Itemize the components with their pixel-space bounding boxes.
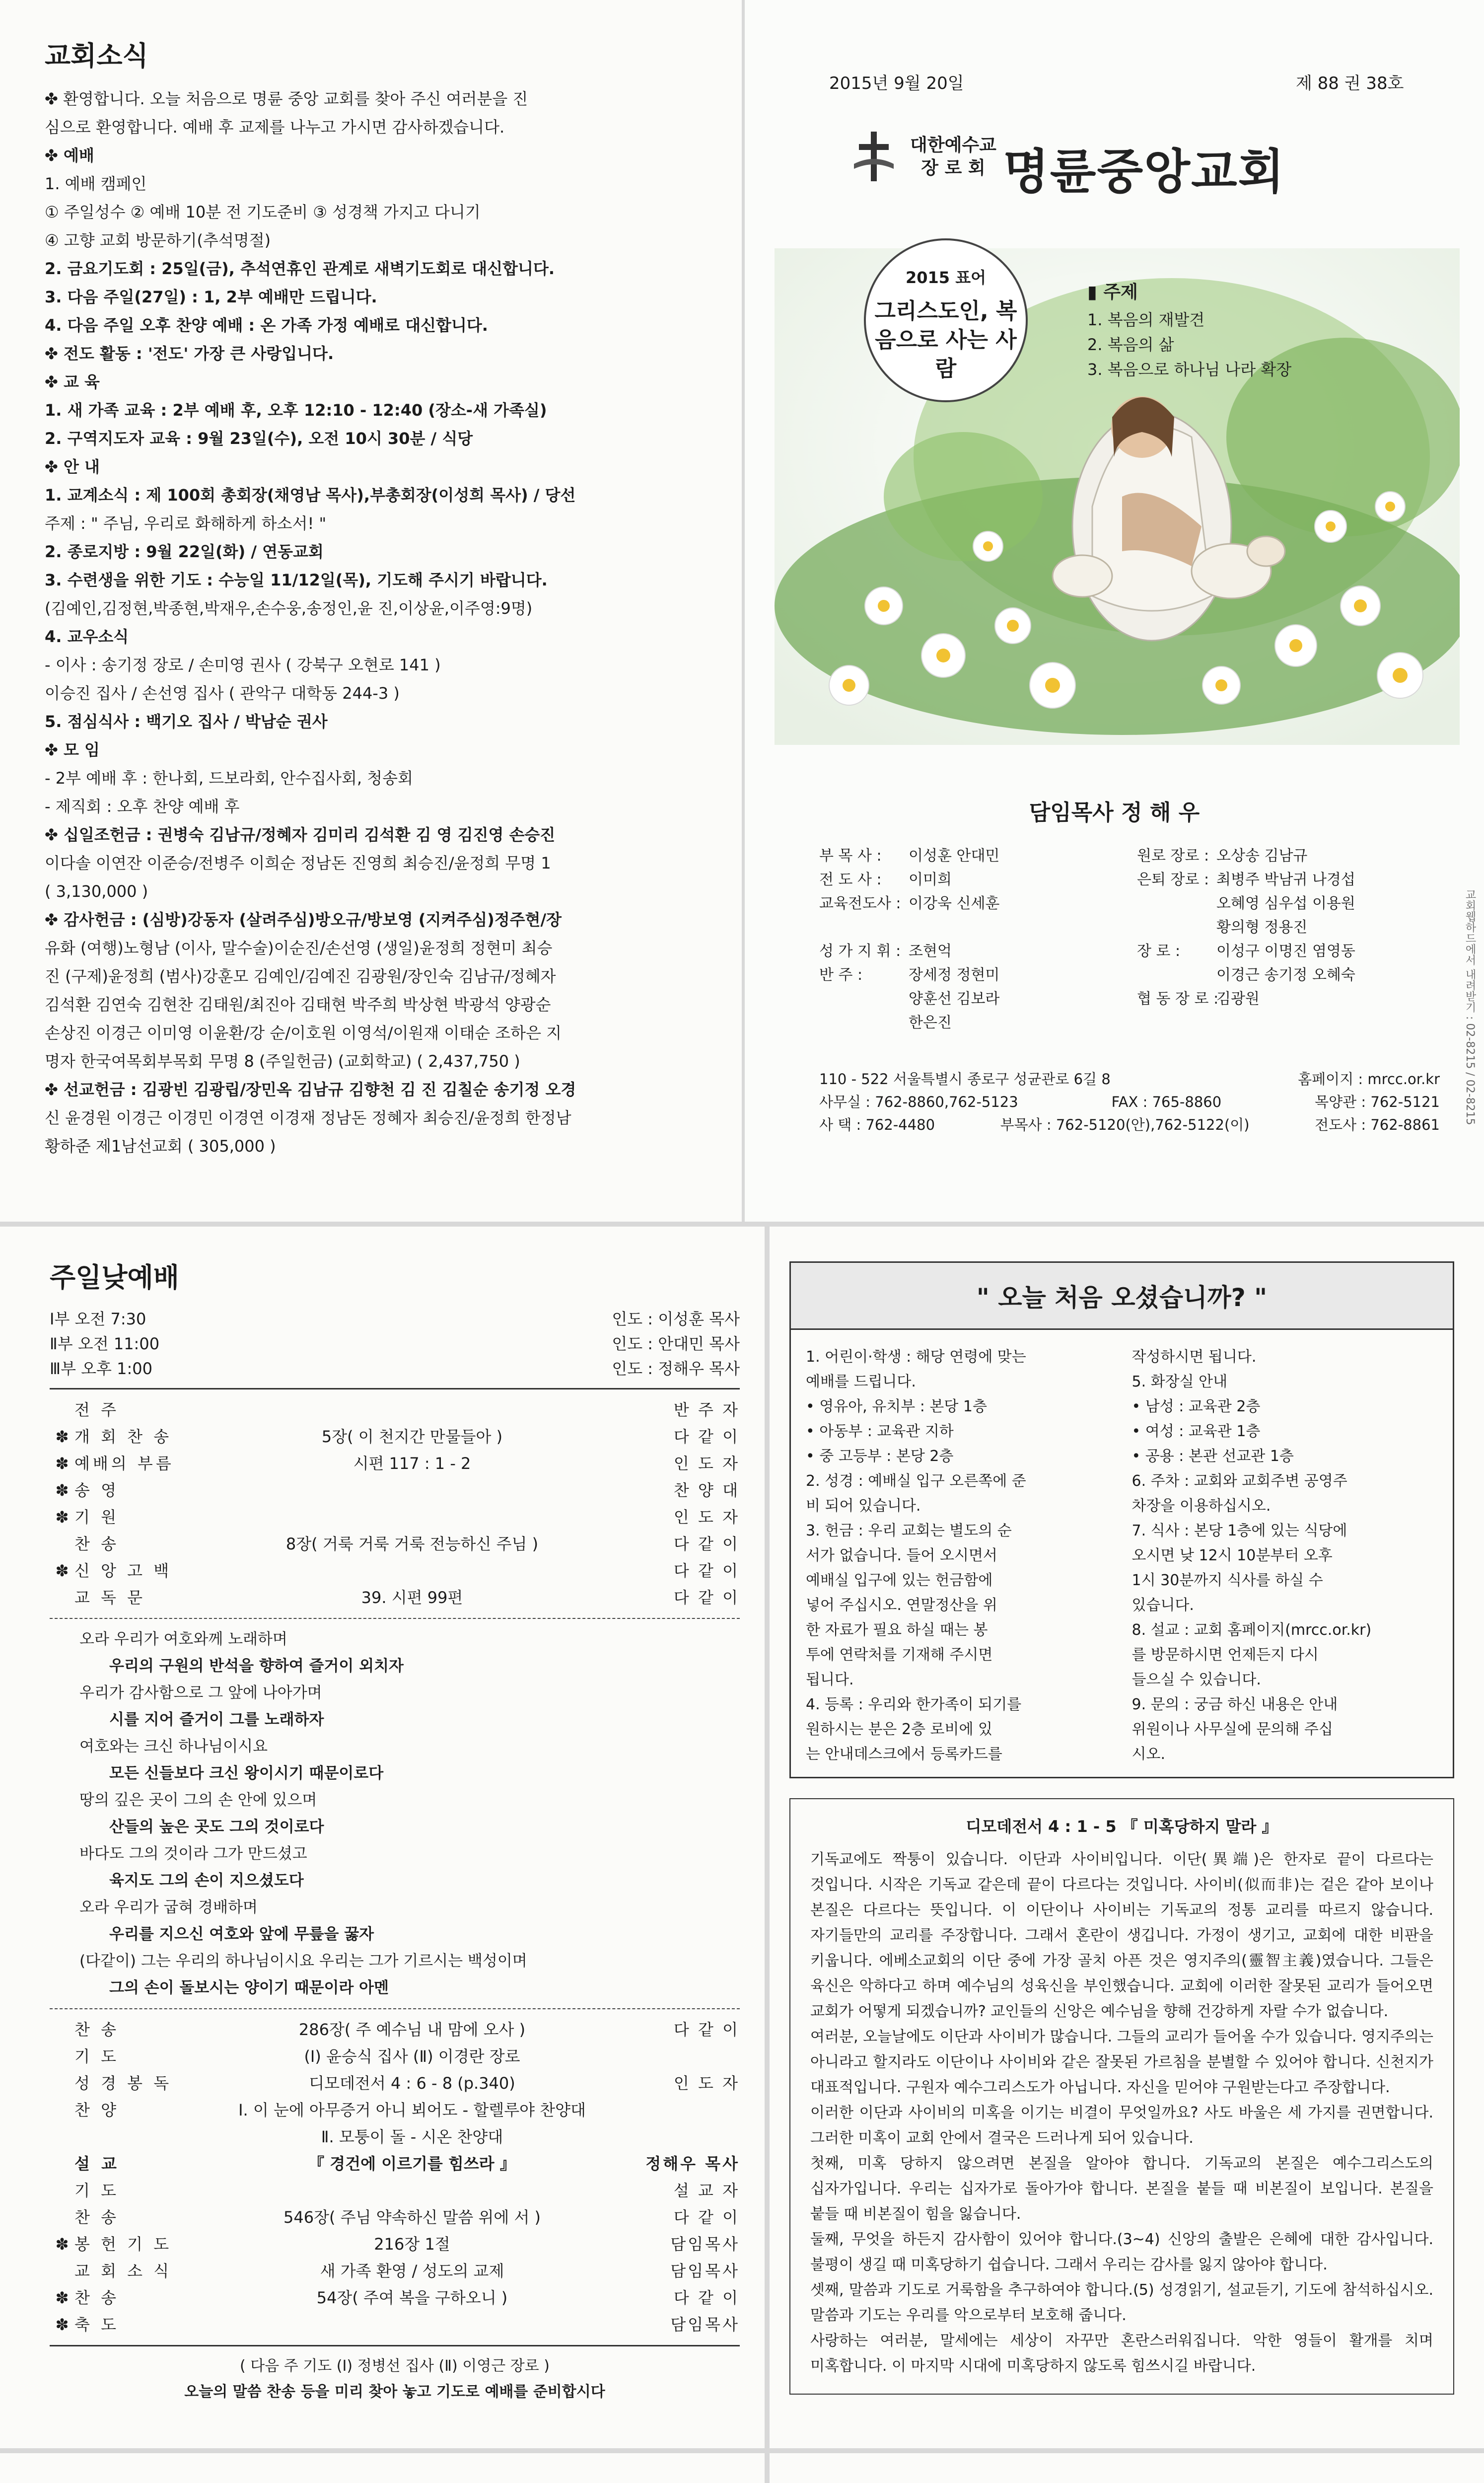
standing-mark: ✽ — [55, 1454, 69, 1473]
staff-row — [819, 963, 1440, 987]
order-label: 찬 송 — [74, 2208, 119, 2227]
welcome-line: 예배를 드립니다. — [806, 1373, 916, 1390]
sermon-summary — [789, 1798, 1454, 2395]
order-content: Ⅰ. 이 눈에 아무증거 아니 뵈어도 - 할렐루야 찬양대 — [238, 2101, 586, 2119]
service-time-row — [50, 1331, 740, 1356]
order-person: 정해우 목사 — [645, 2154, 740, 2173]
bulletin-issue: 제 88 권 38호 — [1296, 73, 1404, 93]
news-line: 이승진 집사 / 손선영 집사 ( 관악구 대학동 244-3 ) — [45, 684, 400, 703]
staff-row — [819, 844, 1440, 868]
welcome-line: 원하시는 분은 2층 로비에 있 — [806, 1721, 993, 1738]
order-label: 예배의 부름 — [74, 1454, 174, 1473]
welcome-panel — [770, 1227, 1484, 2448]
reading-line: 우리를 지으신 여호와 앞에 무릎을 꿇자 — [109, 1925, 374, 1943]
welcome-line: 8. 설교 : 교회 홈페이지(mrcc.or.kr) — [1131, 1621, 1372, 1639]
order-item — [50, 1557, 740, 1584]
reading-line: 오라 우리가 굽혀 경배하며 — [79, 1899, 258, 1916]
sermon-paragraph: 이러한 이단과 사이비의 미혹을 이기는 비결이 무엇일까요? 사도 바울은 세 가지를 권면합니다. 그러한 미혹이 교회 안에서 결국은 드러나게 되어 있습니다. — [810, 2104, 1433, 2147]
order-item — [50, 2204, 740, 2231]
welcome-line: 작성하시면 됩니다. — [1131, 1348, 1257, 1366]
welcome-line: 4. 등록 : 우리와 한가족이 되기를 — [806, 1696, 1022, 1713]
reading-line: 우리가 감사함으로 그 앞에 나아가며 — [79, 1684, 322, 1702]
staff-cell: 이강욱 신세훈 — [909, 895, 1000, 912]
sermon-paragraph: 사랑하는 여러분, 말세에는 세상이 자꾸만 혼란스러워집니다. 악한 영들이 활개를 치며 미혹합니다. 이 마지막 시대에 미혹당하지 않도록 힘쓰시길 바랍니다. — [810, 2332, 1433, 2375]
street-address: 서울특별시 종로구 성균관로 6길 8 — [893, 1071, 1111, 1088]
news-line: ✤ 교 육 — [45, 372, 100, 391]
church-info-panel — [770, 2453, 1484, 2483]
staff-cell: 원로 장로 : — [1137, 847, 1209, 865]
standing-mark: ✽ — [55, 2315, 69, 2334]
staff-cell: 이성훈 안대민 — [909, 847, 1000, 865]
order-item — [50, 1584, 740, 1611]
order-label: 신 앙 고 백 — [74, 1561, 172, 1580]
office-phone: 사무실 : 762-8860,762-5123 — [819, 1094, 1018, 1110]
welcome-line: 6. 주차 : 교회와 교회주변 공영주 — [1131, 1472, 1347, 1490]
news-line: 김석환 김연숙 김현찬 김태원/최진아 김태현 박주희 박상현 박광석 양광순 — [45, 995, 551, 1014]
news-line: 황하준 제1남선교회 ( 305,000 ) — [45, 1137, 276, 1156]
welcome-line: • 여성 : 교육관 1층 — [1131, 1423, 1261, 1440]
staff-cell: 장세정 정현미 — [909, 966, 1000, 984]
associate-phone: 부목사 : 762-5120(안),762-5122(이) — [1000, 1116, 1250, 1133]
welcome-line: 위원이나 사무실에 문의해 주십 — [1131, 1721, 1333, 1738]
news-line: 2. 종로지방 : 9월 22일(화) / 연동교회 — [45, 542, 324, 561]
order-item — [50, 2258, 740, 2284]
staff-cell: 협 동 장 로 : — [1137, 990, 1219, 1008]
church-name: 명륜중앙교회 — [1003, 144, 1285, 200]
sermon-paragraph: 둘째, 무엇을 하든지 감사함이 있어야 합니다.(3~4) 신앙의 출발은 은혜에 대한 감사입니다. 불평이 생길 때 미혹당하기 쉽습니다. 그래서 우리는 감사를 잃지 않아야 합니다. — [810, 2231, 1433, 2273]
order-label: 봉 헌 기 도 — [74, 2235, 172, 2254]
standing-mark — [50, 1531, 74, 1557]
order-content — [199, 2311, 626, 2338]
church-logo-icon — [849, 129, 899, 184]
news-line: - 제직회 : 오후 찬양 예배 후 — [45, 797, 240, 816]
welcome-line: 시오. — [1131, 1746, 1165, 1763]
news-line: 4. 다음 주일 오후 찬양 예배 : 온 가족 가정 예배로 대신합니다. — [45, 316, 488, 335]
service-name: Ⅰ부 오전 7:30 — [50, 1310, 146, 1328]
divider — [50, 2345, 740, 2346]
standing-mark: ✽ — [55, 1481, 69, 1500]
staff-cell: 은퇴 장로 : — [1137, 871, 1209, 888]
welcome-line: 들으실 수 있습니다. — [1131, 1671, 1261, 1688]
order-item — [50, 2311, 740, 2338]
order-content: 54장( 주여 복을 구하오니 ) — [316, 2288, 508, 2307]
next-week-prayer: ( 다음 주 기도 (Ⅰ) 정병선 집사 (Ⅱ) 이영근 장로 ) — [240, 2357, 550, 2375]
welcome-line: 9. 문의 : 궁금 하신 내용은 안내 — [1131, 1696, 1338, 1713]
denomination: 대한예수교 장 로 회 — [910, 135, 996, 178]
order-item — [50, 1531, 740, 1557]
order-item — [50, 2123, 740, 2150]
staff-row — [819, 868, 1440, 892]
welcome-line: • 영유아, 유치부 : 본당 1층 — [806, 1398, 987, 1415]
homepage-link[interactable]: 홈페이지 : mrcc.or.kr — [1298, 1071, 1440, 1088]
welcome-line: 1시 30분까지 식사를 하실 수 — [1131, 1572, 1323, 1589]
reading-line: 육지도 그의 손이 지으셨도다 — [109, 1872, 304, 1890]
motto-badge — [864, 238, 1028, 402]
welcome-line: 2. 성경 : 예배실 입구 오른쪽에 준 — [806, 1472, 1026, 1490]
order-person: 인 도 자 — [673, 1508, 740, 1527]
news-list — [45, 85, 712, 1161]
reading-line: 모든 신들보다 크신 왕이시기 때문이로다 — [109, 1764, 384, 1782]
order-label: 찬 송 — [74, 2020, 119, 2039]
news-line: 2. 구역지도자 교육 : 9월 23일(수), 오전 10시 30분 / 식당 — [45, 429, 473, 448]
postal-address — [819, 1068, 1111, 1091]
order-item — [50, 2070, 740, 2097]
staff-list — [819, 844, 1440, 1035]
staff-cell — [1137, 916, 1216, 940]
order-item — [50, 2231, 740, 2258]
welcome-line: • 아동부 : 교육관 지하 — [806, 1423, 954, 1440]
reading-line: 산들의 높은 곳도 그의 것이로다 — [109, 1818, 324, 1836]
news-line: 이다솔 이연잔 이준승/전병주 이희순 정남돈 진영희 최승진/윤정희 무명 1 — [45, 854, 551, 873]
order-person: 찬 양 대 — [673, 1481, 740, 1500]
reading-line: 우리의 구원의 반석을 향하여 즐거이 외치자 — [109, 1657, 404, 1675]
study-phone: 목양관 : 762-5121 — [1315, 1094, 1440, 1110]
order-content: 546장( 주님 약속하신 말씀 위에 서 ) — [283, 2208, 541, 2227]
service-name: Ⅲ부 오후 1:00 — [50, 1359, 153, 1378]
standing-mark — [50, 2097, 74, 2123]
news-line: 2. 금요기도회 : 25일(금), 추석연휴인 관계로 새벽기도회로 대신합니다. — [45, 259, 555, 278]
news-line: ✤ 십일조헌금 : 권병숙 김남규/정혜자 김미리 김석환 김 영 김진영 손승진 — [45, 825, 556, 844]
standing-mark — [50, 2204, 74, 2231]
order-item — [50, 1396, 740, 1423]
order-content — [199, 2177, 626, 2204]
welcome-line: 차장을 이용하십시오. — [1131, 1497, 1271, 1515]
welcome-line: 1. 어린이·학생 : 해당 연령에 맞는 — [806, 1348, 1026, 1366]
order-person: 담임목사 — [670, 2262, 740, 2280]
order-label: 찬 송 — [74, 2288, 119, 2307]
news-line: 1. 새 가족 교육 : 2부 예배 후, 오후 12:10 - 12:40 (장소-새 가족실) — [45, 401, 547, 420]
theme-item: 3. 복음으로 하나님 나라 확장 — [1087, 360, 1292, 379]
order-person — [626, 2043, 740, 2070]
bulletin-date: 2015년 9월 20일 — [829, 73, 964, 93]
standing-mark — [50, 2258, 74, 2284]
staff-cell: 이경근 송기정 오혜숙 — [1216, 966, 1355, 984]
order-person: 다 같 이 — [673, 2288, 740, 2307]
order-person: 다 같 이 — [673, 1561, 740, 1580]
staff-cell: 성 가 지 휘 : — [819, 943, 901, 960]
service-leader: 인도 : 정해우 목사 — [612, 1359, 740, 1378]
order-label: 기 도 — [74, 2181, 119, 2200]
order-label: 축 도 — [74, 2315, 119, 2334]
order-label: 설 교 — [74, 2154, 120, 2173]
reading-line: 땅의 깊은 곳이 그의 손 안에 있으며 — [79, 1791, 317, 1809]
sunday-worship-panel — [0, 1227, 765, 2448]
staff-cell — [1137, 1011, 1216, 1035]
welcome-line: 7. 식사 : 본당 1층에 있는 식당에 — [1131, 1522, 1347, 1539]
theme-item: 2. 복음의 삶 — [1087, 335, 1174, 354]
order-of-worship — [50, 1396, 740, 1611]
sunday-title: 주일낮예배 — [50, 1262, 179, 1293]
news-line: 1. 예배 캠페인 — [45, 174, 147, 193]
welcome-line: 있습니다. — [1131, 1597, 1194, 1614]
news-line: 유화 (여행)노형남 (이사, 말수술)이순진/손선영 (생일)윤정희 정현미 최승 — [45, 939, 553, 957]
staff-cell: 장 로 : — [1137, 943, 1181, 960]
order-content: 『 경건에 이르기를 힘쓰라 』 — [308, 2154, 516, 2173]
staff-cell: 교육전도사 : — [819, 895, 901, 912]
staff-cell — [909, 916, 1137, 940]
news-line: 5. 점심식사 : 백기오 집사 / 박남순 권사 — [45, 712, 328, 731]
news-line: ✤ 감사헌금 : (심방)강동자 (살려주심)방오규/방보영 (지켜주심)정주현/장 — [45, 910, 562, 929]
news-line: ④ 고향 교회 방문하기(추석명절) — [45, 231, 271, 250]
welcome-line: 한 자료가 필요 하실 때는 봉 — [806, 1621, 988, 1639]
fax-number: FAX : 765-8860 — [1111, 1094, 1222, 1110]
sermon-paragraph: 여러분, 오늘날에도 이단과 사이비가 많습니다. 그들의 교리가 들어올 수가 있습니다. 영지주의는 아니라고 할지라도 이단이나 사이비와 같은 잘못된 가르침을 분별할 수 있어야 합니다. 신천지가 대표적입니다. 구원자 예수그리스도가 아닙니다. 자신을 믿어야 구원받는다고 주장합니다. — [810, 2028, 1433, 2096]
news-line: 1. 교계소식 : 제 100회 총회장(채영남 목사),부총회장(이성희 목사) / 당선 — [45, 486, 576, 505]
staff-cell: 이성구 이명진 염영동 — [1216, 943, 1355, 960]
news-line: ( 3,130,000 ) — [45, 882, 148, 901]
welcome-left — [806, 1345, 1112, 1767]
news-line: 명자 한국여목회부목회 무명 8 (주일헌금) (교회학교) ( 2,437,750 ) — [45, 1052, 520, 1071]
divider — [50, 1618, 740, 1619]
order-person: 반 주 자 — [673, 1400, 740, 1419]
welcome-line: • 공용 : 본관 선교관 1층 — [1131, 1448, 1294, 1465]
order-item — [50, 2097, 740, 2123]
welcome-right — [1132, 1345, 1438, 1767]
theme-box — [1087, 278, 1291, 382]
order-content: 39. 시편 99편 — [361, 1588, 463, 1607]
evangelist-phone: 전도사 : 762-8861 — [1315, 1116, 1440, 1133]
news-line: ✤ 모 임 — [45, 740, 100, 759]
service-leader: 인도 : 안대민 목사 — [612, 1334, 740, 1353]
standing-mark: ✽ — [55, 1427, 69, 1446]
order-of-worship-2 — [50, 2016, 740, 2338]
order-content: Ⅱ. 모퉁이 돌 - 시온 찬양대 — [321, 2127, 503, 2146]
order-content: 시편 117 : 1 - 2 — [353, 1454, 471, 1473]
news-line: ✤ 안 내 — [45, 457, 100, 476]
welcome-box — [789, 1261, 1454, 1778]
standing-mark: ✽ — [55, 2288, 69, 2307]
reading-line: 여호와는 크신 하나님이시요 — [79, 1738, 268, 1755]
reading-line: 바다도 그의 것이라 그가 만드셨고 — [79, 1845, 307, 1863]
standing-mark — [50, 2150, 74, 2177]
staff-cell: 한은진 — [909, 1014, 952, 1031]
news-line: ✤ 선교헌금 : 김광빈 김광립/장민옥 김남규 김향천 김 진 김칠순 송기정 오경 — [45, 1080, 576, 1099]
news-line: ✤ 전도 활동 : '전도' 가장 큰 사랑입니다. — [45, 344, 334, 363]
order-content — [199, 1477, 626, 1504]
staff-cell: 황의형 정용진 — [1216, 919, 1308, 936]
order-item — [50, 1423, 740, 1450]
news-line: - 이사 : 송기정 장로 / 손미영 권사 ( 강북구 오현로 141 ) — [45, 656, 441, 674]
welcome-line: 를 방문하시면 언제든지 다시 — [1131, 1646, 1319, 1664]
staff-cell: 오상송 김남규 — [1216, 847, 1308, 865]
staff-cell: 김광원 — [1216, 990, 1260, 1008]
order-item — [50, 2043, 740, 2070]
senior-pastor: 담임목사 정 해 우 — [1029, 800, 1200, 825]
reading-line: 그의 손이 돌보시는 양이기 때문이라 아멘 — [109, 1979, 389, 1997]
order-item — [50, 2177, 740, 2204]
reading-line: (다같이) 그는 우리의 하나님이시요 우리는 그가 기르시는 백성이며 — [79, 1952, 527, 1970]
order-content — [199, 1557, 626, 1584]
order-content: 8장( 거룩 거룩 거룩 전능하신 주님 ) — [285, 1534, 539, 1553]
service-name: Ⅱ부 오전 11:00 — [50, 1334, 160, 1353]
sermon-paragraph: 기독교에도 짝퉁이 있습니다. 이단과 사이비입니다. 이단(異端)은 한자로 끝이 다르다는 것입니다. 시작은 기독교 같은데 끝이 다르다는 것입니다. 사이비(似而非)는 겉은 같아 보이나 본질은 다르다는 뜻입니다. 이 이단이나 사이비는 기독교의 정통 교리를 따르지 않습니다. 자기들만의 교리를 주장합니다. 그래서 혼란이 생깁니다. 가정이 생기고, 교회에 대한 비판을 키웁니다. 에베소교회의 이단 중에 가장 골치 아픈 것은 영지주의(靈智主義)였습니다. 그들은 육신은 악하다고 하며 예수님의 성육신을 부인했습니다. 교회에 이러한 잘못된 교리가 들어오면 교회가 어떻게 되겠습니까? 교인들의 신앙은 예수님을 향해 건강하게 자랄 수가 없습니다. — [810, 1851, 1433, 2020]
news-line: 신 윤경원 이경근 이경민 이경연 이경재 정남돈 정혜자 최승진/윤정희 한정남 — [45, 1108, 571, 1127]
staff-cell — [1137, 963, 1216, 987]
welcome-line: • 중 고등부 : 본당 2층 — [806, 1448, 954, 1465]
service-leader: 인도 : 이성훈 목사 — [612, 1310, 740, 1328]
staff-cell: 반 주 : — [819, 966, 863, 984]
order-person: 다 같 이 — [673, 1588, 740, 1607]
reading-line: 시를 지어 즐거이 그를 노래하자 — [109, 1711, 324, 1729]
order-label: 성 경 봉 독 — [74, 2074, 172, 2093]
service-times — [50, 1307, 740, 1381]
staff-cell: 오혜영 심우섭 이용원 — [1216, 895, 1355, 912]
order-person: 담임목사 — [670, 2315, 740, 2334]
staff-cell: 양훈선 김보라 — [909, 990, 1000, 1008]
order-label: 송 영 — [74, 1481, 119, 1500]
news-line: 손상진 이경근 이미영 이윤환/강 순/이호원 이영석/이원재 이태순 조하은 지 — [45, 1023, 562, 1042]
contact-block — [819, 1068, 1440, 1136]
sermon-paragraph: 셋째, 말씀과 기도로 거룩함을 추구하여야 합니다.(5) 성경읽기, 설교듣기, 기도에 참석하십시오. 말씀과 기도는 우리를 악으로부터 보호해 줍니다. — [810, 2281, 1433, 2324]
order-content — [199, 1504, 626, 1531]
order-item — [50, 1504, 740, 1531]
news-line: 4. 교우소식 — [45, 627, 129, 646]
order-label: 기 원 — [74, 1508, 119, 1527]
order-content: (Ⅰ) 윤승식 집사 (Ⅱ) 이경란 장로 — [304, 2047, 520, 2066]
standing-mark — [50, 1396, 74, 1423]
staff-cell: 부 목 사 : — [819, 847, 882, 865]
standing-mark — [50, 2016, 74, 2043]
order-item — [50, 1450, 740, 1477]
order-person: 다 같 이 — [673, 1534, 740, 1553]
news-line: 주제 : " 주님, 우리로 화해하게 하소서! " — [45, 514, 327, 533]
standing-mark — [50, 2043, 74, 2070]
staff-row — [819, 987, 1440, 1011]
order-label: 찬 송 — [74, 1534, 119, 1553]
standing-mark — [50, 2177, 74, 2204]
welcome-line: 오시면 낮 12시 10분부터 오후 — [1131, 1547, 1333, 1564]
side-note: 교회웹하드에서 내려받기 : 02-8215 / 02-8215 — [1464, 889, 1476, 1125]
welcome-line: 예배실 입구에 있는 헌금함에 — [806, 1572, 993, 1589]
weekday-worship-panel — [0, 2453, 765, 2483]
staff-row — [819, 916, 1440, 940]
order-content: 새 가족 환영 / 성도의 교제 — [320, 2262, 504, 2280]
order-label: 찬 양 — [74, 2101, 119, 2119]
theme-title: ▮ 주제 — [1087, 282, 1138, 302]
news-line: 3. 수련생을 위한 기도 : 수능일 11/12일(목), 기도해 주시기 바랍니다. — [45, 571, 548, 589]
postal-code: 110 - 522 — [819, 1071, 889, 1088]
order-item — [50, 2016, 740, 2043]
order-person: 인 도 자 — [673, 1454, 740, 1473]
order-person: 다 같 이 — [673, 2020, 740, 2039]
welcome-line: 5. 화장실 안내 — [1131, 1373, 1228, 1390]
motto-year: 2015 표어 — [905, 268, 987, 287]
order-content: 5장( 이 천지간 만물들아 ) — [321, 1427, 503, 1446]
welcome-line: 는 안내데스크에서 등록카드를 — [806, 1746, 1002, 1763]
staff-cell — [1216, 1011, 1430, 1035]
motto-text: 그리스도인, 복음으로 사는 사람 — [874, 298, 1017, 381]
church-news-panel — [0, 0, 742, 1222]
standing-mark: ✽ — [55, 1508, 69, 1527]
order-person: 설 교 자 — [673, 2181, 740, 2200]
standing-mark — [50, 1584, 74, 1611]
divider — [50, 1388, 740, 1389]
order-item — [50, 1477, 740, 1504]
standing-mark: ✽ — [55, 2235, 69, 2254]
order-label: 교 독 문 — [74, 1588, 146, 1607]
welcome-line: 비 되어 있습니다. — [806, 1497, 921, 1515]
news-line: 심으로 환영합니다. 예배 후 교제를 나누고 가시면 감사하겠습니다. — [45, 118, 505, 137]
welcome-line: • 남성 : 교육관 2층 — [1131, 1398, 1261, 1415]
staff-cell: 전 도 사 : — [819, 871, 882, 888]
order-person: 담임목사 — [670, 2235, 740, 2254]
staff-cell — [819, 987, 909, 1011]
order-item — [50, 2284, 740, 2311]
news-line: - 2부 예배 후 : 한나회, 드보라회, 안수집사회, 청송회 — [45, 769, 413, 788]
service-time-row — [50, 1307, 740, 1331]
welcome-line: 됩니다. — [806, 1671, 854, 1688]
order-person — [626, 2097, 740, 2123]
order-person: 인 도 자 — [673, 2074, 740, 2093]
theme-item: 1. 복음의 재발견 — [1087, 310, 1205, 329]
order-content — [199, 1396, 626, 1423]
staff-cell: 조현억 — [909, 943, 952, 960]
bulletin-cover — [745, 0, 1484, 1222]
responsive-reading — [50, 1626, 740, 2001]
staff-cell — [819, 916, 909, 940]
staff-row — [819, 940, 1440, 963]
staff-cell — [1137, 892, 1216, 916]
order-label: 기 도 — [74, 2047, 119, 2066]
order-content: 286장( 주 예수님 내 맘에 오사 ) — [298, 2020, 526, 2039]
order-label — [74, 2123, 199, 2150]
staff-row — [819, 892, 1440, 916]
standing-mark — [50, 2123, 74, 2150]
order-item — [50, 2150, 740, 2177]
order-person — [626, 2123, 740, 2150]
news-line: 3. 다음 주일(27일) : 1, 2부 예배만 드립니다. — [45, 288, 377, 306]
order-person: 다 같 이 — [673, 1427, 740, 1446]
staff-cell — [819, 1011, 909, 1035]
order-content: 디모데전서 4 : 6 - 8 (p.340) — [309, 2074, 515, 2093]
order-person: 다 같 이 — [673, 2208, 740, 2227]
news-line: ✤ 환영합니다. 오늘 처음으로 명륜 중앙 교회를 찾아 주신 여러분을 진 — [45, 89, 528, 108]
staff-cell: 이미희 — [909, 871, 952, 888]
news-title: 교회소식 — [45, 40, 148, 72]
welcome-line: 넣어 주십시오. 연말정산을 위 — [806, 1597, 997, 1614]
standing-mark: ✽ — [55, 1561, 69, 1580]
sermon-summary-body — [810, 1847, 1433, 2379]
news-line: (김예인,김정현,박종현,박재우,손수웅,송정인,윤 진,이상윤,이주영:9명) — [45, 599, 533, 618]
manse-phone: 사 택 : 762-4480 — [819, 1116, 935, 1133]
reading-line: 오라 우리가 여호와께 노래하며 — [79, 1630, 287, 1648]
order-label: 전 주 — [74, 1400, 119, 1419]
welcome-line: 서가 없습니다. 들어 오시면서 — [806, 1547, 997, 1564]
news-line: ① 주일성수 ② 예배 10분 전 기도준비 ③ 성경책 가지고 다니기 — [45, 203, 481, 221]
order-label: 교 회 소 식 — [74, 2262, 172, 2280]
news-line: ✤ 예배 — [45, 146, 94, 165]
standing-mark — [50, 2070, 74, 2097]
staff-cell: 최병주 박남귀 나경섭 — [1216, 871, 1355, 888]
divider — [50, 2008, 740, 2009]
closing-note: 오늘의 말씀 찬송 등을 미리 찾아 놓고 기도로 예배를 준비합시다 — [184, 2383, 605, 2401]
welcome-title: " 오늘 처음 오셨습니까? " — [791, 1263, 1453, 1330]
order-label: 개 회 찬 송 — [74, 1427, 172, 1446]
sermon-summary-title: 디모데전서 4 : 1 - 5 『 미혹당하지 말라 』 — [966, 1817, 1278, 1836]
welcome-line: 3. 헌금 : 우리 교회는 별도의 순 — [806, 1522, 1012, 1539]
service-time-row — [50, 1356, 740, 1381]
welcome-line: 투에 연락처를 기재해 주시면 — [806, 1646, 993, 1664]
order-content: 216장 1절 — [374, 2235, 450, 2254]
news-line: 진 (구제)윤정희 (범사)강훈모 김예인/김예진 김광원/장인숙 김남규/정혜자 — [45, 967, 556, 986]
staff-row — [819, 1011, 1440, 1035]
sermon-paragraph: 첫째, 미혹 당하지 않으려면 본질을 알아야 합니다. 기독교의 본질은 예수그리스도의 십자가입니다. 우리는 십자가로 돌아가야 합니다. 본질을 붙들 때 비본질이 보입니다. 본질을 붙들 때 비본질이 힘을 잃습니다. — [810, 2155, 1433, 2223]
